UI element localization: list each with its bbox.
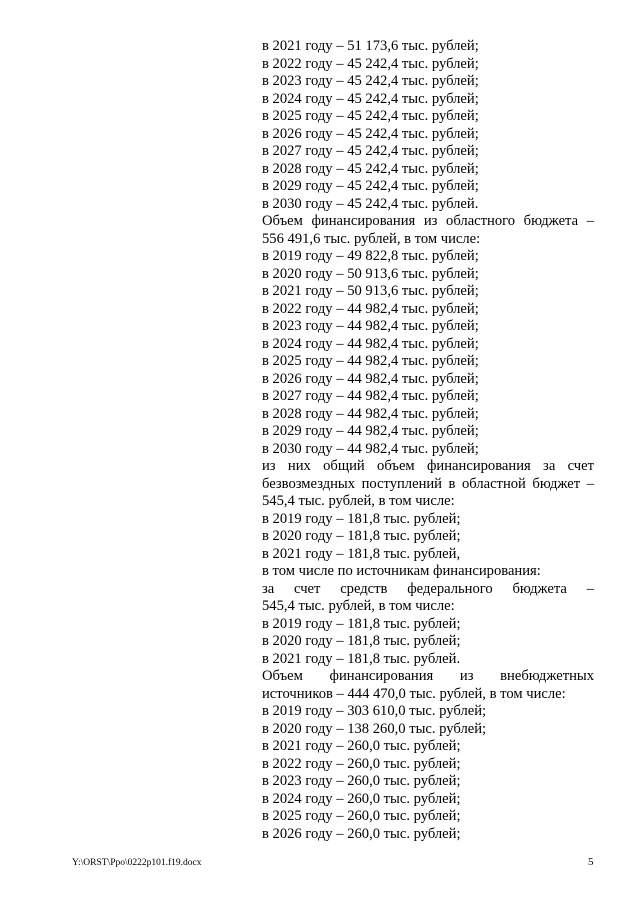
- text-line: в 2021 году – 181,8 тыс. рублей.: [262, 650, 461, 667]
- text-line: в 2027 году – 44 982,4 тыс. рублей;: [262, 388, 479, 404]
- text-line: в 2019 году – 49 822,8 тыс. рублей;: [262, 248, 479, 264]
- text-line: в 2026 году – 44 982,4 тыс. рублей;: [262, 370, 479, 387]
- text-line: в 2020 году – 138 260,0 тыс. рублей;: [262, 720, 487, 737]
- text-line: в 2023 году – 260,0 тыс. рублей;: [262, 773, 461, 789]
- text-line: в 2024 году – 45 242,4 тыс. рублей;: [262, 90, 479, 107]
- text-line: в 2022 году – 260,0 тыс. рублей;: [262, 755, 461, 772]
- text-line: из них общий объем финансирования за счет: [262, 458, 594, 474]
- text-line: безвозмездных поступлений в областной бюджет –: [262, 475, 594, 492]
- text-line: в 2020 году – 181,8 тыс. рублей;: [262, 528, 461, 544]
- text-line: в 2022 году – 44 982,4 тыс. рублей;: [262, 300, 479, 317]
- text-line: в 2027 году – 45 242,4 тыс. рублей;: [262, 143, 479, 159]
- text-line: 545,4 тыс. рублей, в том числе:: [262, 493, 455, 509]
- text-line: в 2023 году – 45 242,4 тыс. рублей;: [262, 73, 479, 89]
- text-line: 556 491,6 тыс. рублей, в том числе:: [262, 230, 481, 247]
- text-line: в 2024 году – 44 982,4 тыс. рублей;: [262, 335, 479, 352]
- text-line: Объем финансирования из областного бюджета –: [262, 213, 594, 229]
- text-line: в 2025 году – 260,0 тыс. рублей;: [262, 808, 461, 824]
- text-line: в 2025 году – 44 982,4 тыс. рублей;: [262, 353, 479, 369]
- text-line: в 2019 году – 181,8 тыс. рублей;: [262, 615, 461, 632]
- text-line: в 2021 году – 260,0 тыс. рублей;: [262, 738, 461, 754]
- text-line: в 2023 году – 44 982,4 тыс. рублей;: [262, 318, 479, 334]
- text-line: в 2022 году – 45 242,4 тыс. рублей;: [262, 55, 479, 72]
- footer-file-path: Y:\ORST\Ppo\0222p101.f19.docx: [72, 858, 202, 868]
- text-line: в 2030 году – 45 242,4 тыс. рублей.: [262, 195, 479, 212]
- text-line: в том числе по источникам финансирования:: [262, 563, 541, 579]
- text-line: в 2021 году – 50 913,6 тыс. рублей;: [262, 283, 479, 299]
- text-line: 545,4 тыс. рублей, в том числе:: [262, 598, 455, 614]
- text-line: в 2019 году – 303 610,0 тыс. рублей;: [262, 703, 487, 719]
- text-line: в 2025 году – 45 242,4 тыс. рублей;: [262, 108, 479, 124]
- text-line: в 2028 году – 45 242,4 тыс. рублей;: [262, 160, 479, 177]
- text-line: источников – 444 470,0 тыс. рублей, в том числе:: [262, 685, 566, 702]
- text-line: в 2030 году – 44 982,4 тыс. рублей;: [262, 440, 479, 457]
- text-line: в 2024 году – 260,0 тыс. рублей;: [262, 790, 461, 807]
- text-line: Объем финансирования из внебюджетных: [262, 668, 594, 684]
- text-line: в 2028 году – 44 982,4 тыс. рублей;: [262, 405, 479, 422]
- text-line: в 2020 году – 50 913,6 тыс. рублей;: [262, 265, 479, 282]
- text-line: за счет средств федерального бюджета –: [262, 580, 594, 597]
- page-number: 5: [588, 856, 594, 868]
- text-line: в 2029 году – 44 982,4 тыс. рублей;: [262, 423, 479, 439]
- text-line: в 2020 году – 181,8 тыс. рублей;: [262, 633, 461, 649]
- text-line: в 2021 году – 51 173,6 тыс. рублей;: [262, 38, 479, 54]
- text-line: в 2021 году – 181,8 тыс. рублей,: [262, 545, 461, 562]
- text-line: в 2026 году – 260,0 тыс. рублей;: [262, 825, 461, 842]
- document-body: [262, 38, 594, 843]
- text-line: в 2029 году – 45 242,4 тыс. рублей;: [262, 178, 479, 194]
- text-line: в 2019 году – 181,8 тыс. рублей;: [262, 510, 461, 527]
- text-line: в 2026 году – 45 242,4 тыс. рублей;: [262, 125, 479, 142]
